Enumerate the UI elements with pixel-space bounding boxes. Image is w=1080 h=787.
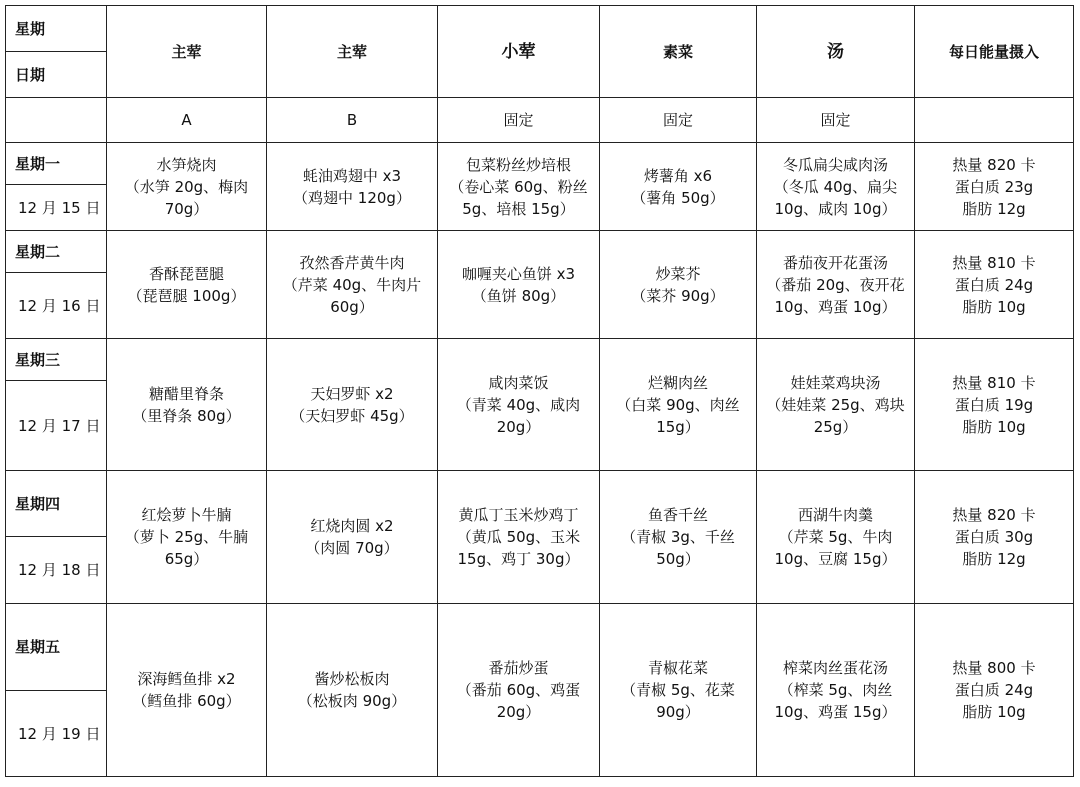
dish-detail: （青椒 3g、千丝 50g） (621, 528, 735, 568)
dish-cell-main-a (107, 471, 267, 604)
energy-calories: 热量 800 卡 (952, 659, 1036, 677)
dish-cell-main-a (107, 143, 267, 231)
dish-detail: （萝卜 25g、牛腩 65g） (124, 528, 249, 568)
sub-header-main-b: B (267, 98, 438, 143)
energy-protein: 蛋白质 19g (954, 395, 1034, 414)
dish-detail: （番茄 20g、夜开花 10g、鸡蛋 10g） (766, 275, 905, 316)
sub-header-energy (915, 98, 1074, 143)
dish-title: 蚝油鸡翅中 x3 (302, 166, 402, 185)
energy-fat: 脂肪 10g (962, 297, 1026, 316)
col-header-veg: 素菜 (600, 6, 757, 98)
dish-detail: （肉圆 70g） (305, 539, 399, 557)
dish-title: 番茄夜开花蛋汤 (782, 253, 888, 272)
sub-header-veg: 固定 (600, 98, 757, 143)
dish-detail: （黄瓜 50g、玉米 15g、鸡丁 30g） (456, 528, 581, 568)
dish-title: 榨菜肉丝蛋花汤 (782, 659, 888, 677)
dish-detail: （冬瓜 40g、扁尖 10g、咸肉 10g） (773, 177, 898, 218)
weekday-cell: 星期三 (6, 339, 107, 381)
dish-title: 番茄炒蛋 (488, 659, 549, 677)
dish-detail: （番茄 60g、鸡蛋 20g） (456, 681, 581, 721)
dish-detail: （青菜 40g、咸肉 20g） (456, 395, 581, 436)
col-header-soup: 汤 (757, 6, 915, 98)
dish-detail: （鸡翅中 120g） (293, 188, 411, 207)
energy-cell (915, 339, 1074, 471)
energy-cell (915, 231, 1074, 339)
dish-title: 包菜粉丝炒培根 (465, 155, 571, 174)
dish-title: 红烧肉圆 x2 (310, 517, 394, 535)
dish-title: 烤薯角 x6 (643, 166, 713, 185)
dish-title: 咸肉菜饭 (488, 373, 549, 392)
dish-cell-small (438, 339, 600, 471)
sub-header-empty (6, 98, 107, 143)
dish-title: 西湖牛肉羹 (797, 506, 873, 524)
col-header-small: 小荤 (438, 6, 600, 98)
dish-title: 孜然香芹黄牛肉 (299, 253, 405, 272)
energy-cell (915, 471, 1074, 604)
dish-cell-soup (757, 339, 915, 471)
dish-cell-small (438, 143, 600, 231)
dish-title: 糖醋里脊条 (148, 384, 224, 403)
dish-cell-main-b (267, 143, 438, 231)
weekday-header: 星期 (6, 6, 107, 52)
col-header-main-b: 主荤 (267, 6, 438, 98)
dish-title: 水笋烧肉 (156, 155, 217, 174)
dish-detail: （青椒 5g、花菜 90g） (621, 681, 735, 721)
energy-calories: 热量 820 卡 (952, 155, 1036, 174)
energy-protein: 蛋白质 24g (954, 681, 1034, 699)
dish-detail: （鱼饼 80g） (471, 286, 566, 305)
dish-title: 深海鳕鱼排 x2 (137, 670, 236, 688)
dish-cell-main-b (267, 604, 438, 777)
dish-detail: （芹菜 5g、牛肉 10g、豆腐 15g） (774, 528, 897, 568)
dish-cell-soup (757, 231, 915, 339)
dish-cell-soup (757, 143, 915, 231)
date-cell: 12 月 18 日 (6, 537, 107, 604)
dish-cell-small (438, 471, 600, 604)
dish-detail: （芹菜 40g、牛肉片 60g） (282, 275, 422, 316)
date-cell: 12 月 15 日 (6, 185, 107, 231)
dish-detail: （水笋 20g、梅肉 70g） (124, 177, 249, 218)
dish-cell-veg (600, 231, 757, 339)
dish-title: 天妇罗虾 x2 (310, 384, 394, 403)
weekday-cell: 星期五 (6, 604, 107, 691)
dish-title: 青椒花菜 (647, 659, 708, 677)
dish-detail: （榨菜 5g、肉丝 10g、鸡蛋 15g） (774, 681, 897, 721)
dish-cell-main-a (107, 604, 267, 777)
date-header: 日期 (6, 52, 107, 98)
dish-cell-soup (757, 604, 915, 777)
dish-detail: （里脊条 80g） (132, 406, 241, 425)
energy-fat: 脂肪 10g (962, 703, 1026, 721)
energy-fat: 脂肪 10g (962, 417, 1026, 436)
sub-header-small: 固定 (438, 98, 600, 143)
dish-title: 红烩萝卜牛腩 (141, 506, 232, 524)
dish-detail: （松板肉 90g） (297, 692, 407, 710)
dish-cell-main-b (267, 339, 438, 471)
weekday-cell: 星期二 (6, 231, 107, 273)
dish-title: 黄瓜丁玉米炒鸡丁 (458, 506, 579, 524)
dish-detail: （娃娃菜 25g、鸡块 25g） (766, 395, 905, 436)
dish-title: 炒菜芥 (655, 264, 701, 283)
dish-cell-small (438, 604, 600, 777)
dish-title: 烂糊肉丝 (647, 373, 708, 392)
dish-detail: （琵琶腿 100g） (127, 286, 246, 305)
dish-cell-soup (757, 471, 915, 604)
col-header-main-a: 主荤 (107, 6, 267, 98)
dish-title: 娃娃菜鸡块汤 (790, 373, 881, 392)
weekday-cell: 星期一 (6, 143, 107, 185)
dish-title: 酱炒松板肉 (314, 670, 390, 688)
sub-header-main-a: A (107, 98, 267, 143)
dish-detail: （薯角 50g） (631, 188, 725, 207)
dish-detail: （菜芥 90g） (631, 286, 725, 305)
dish-detail: （天妇罗虾 45g） (290, 406, 414, 425)
dish-cell-main-b (267, 231, 438, 339)
sub-header-soup: 固定 (757, 98, 915, 143)
dish-title: 香酥琵琶腿 (148, 264, 224, 283)
energy-calories: 热量 810 卡 (952, 253, 1036, 272)
date-cell: 12 月 17 日 (6, 381, 107, 471)
date-cell: 12 月 19 日 (6, 691, 107, 777)
dish-detail: （卷心菜 60g、粉丝 5g、培根 15g） (449, 177, 588, 218)
dish-cell-small (438, 231, 600, 339)
energy-fat: 脂肪 12g (962, 550, 1026, 568)
energy-protein: 蛋白质 24g (954, 275, 1034, 294)
dish-title: 冬瓜扁尖咸肉汤 (782, 155, 888, 174)
dish-cell-veg (600, 143, 757, 231)
dish-cell-veg (600, 339, 757, 471)
weekly-menu-table (5, 5, 1074, 777)
energy-fat: 脂肪 12g (962, 199, 1026, 218)
dish-detail: （白菜 90g、肉丝 15g） (616, 395, 740, 436)
dish-detail: （鳕鱼排 60g） (132, 692, 241, 710)
dish-cell-main-a (107, 231, 267, 339)
energy-cell (915, 604, 1074, 777)
dish-title: 鱼香千丝 (647, 506, 708, 524)
weekday-cell: 星期四 (6, 471, 107, 537)
dish-cell-veg (600, 471, 757, 604)
energy-calories: 热量 820 卡 (952, 506, 1036, 524)
dish-title: 咖喱夹心鱼饼 x3 (461, 264, 576, 283)
col-header-energy: 每日能量摄入 (915, 6, 1074, 98)
dish-cell-veg (600, 604, 757, 777)
dish-cell-main-a (107, 339, 267, 471)
dish-cell-main-b (267, 471, 438, 604)
energy-calories: 热量 810 卡 (952, 373, 1036, 392)
date-cell: 12 月 16 日 (6, 273, 107, 339)
energy-protein: 蛋白质 30g (954, 528, 1034, 546)
energy-cell (915, 143, 1074, 231)
energy-protein: 蛋白质 23g (954, 177, 1034, 196)
